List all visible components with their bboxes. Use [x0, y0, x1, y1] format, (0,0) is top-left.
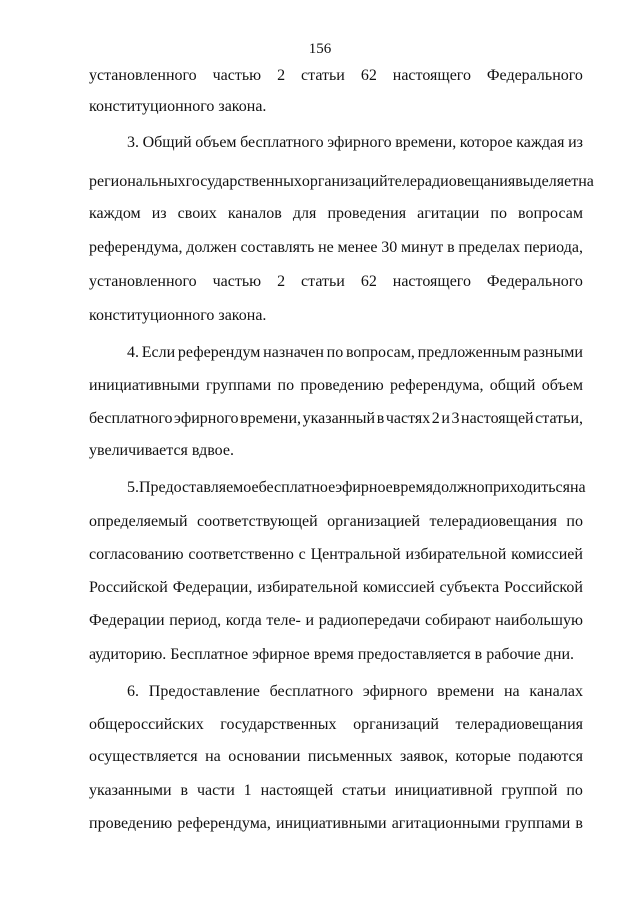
text-line: увеличивается вдвое.: [89, 442, 234, 459]
text-line: 6. Предоставление бесплатного эфирного времени на каналах: [127, 683, 583, 700]
text-line: установленного частью 2 статьи 62 настоящего Федерального: [89, 67, 583, 84]
text-line: общероссийских государственных организаций телерадиовещания: [89, 716, 583, 733]
text-line: Федерации период, когда теле- и радиопередачи собирают наибольшую: [89, 612, 583, 629]
text-line: конституционного закона.: [89, 98, 267, 115]
text-line: установленного частью 2 статьи 62 настоящего Федерального: [89, 273, 583, 290]
text-line: Российской Федерации, избирательной комиссией субъекта Российской: [89, 579, 583, 596]
text-line: 3. Общий объем бесплатного эфирного времени, которое каждая из: [127, 134, 583, 151]
text-line: 5. Предоставляемое бесплатное эфирное время должно приходиться на: [127, 479, 586, 496]
text-line: региональных государственных организаций телерадиовещания выделяет на: [89, 173, 594, 190]
text-line: проведению референдума, инициативными агитационными группами в: [89, 815, 583, 832]
text-line: определяемый соответствующей организацией телерадиовещания по: [89, 513, 583, 530]
text-line: инициативными группами по проведению референдума, общий объем: [89, 377, 583, 394]
text-line: согласованию соответственно с Центральной избирательной комиссией: [89, 546, 583, 563]
text-line: бесплатного эфирного времени, указанный в частях 2 и 3 настоящей статьи,: [89, 410, 583, 427]
text-line: каждом из своих каналов для проведения агитации по вопросам: [89, 205, 583, 222]
text-line: референдума, должен составлять не менее 30 минут в пределах периода,: [89, 239, 583, 256]
text-line: 4. Если референдум назначен по вопросам, предложенным разными: [127, 344, 583, 361]
page-number: 156: [308, 41, 332, 57]
text-line: конституционного закона.: [89, 307, 267, 324]
text-line: осуществляется на основании письменных заявок, которые подаются: [89, 748, 583, 765]
text-line: аудиторию. Бесплатное эфирное время предоставляется в рабочие дни.: [89, 646, 575, 663]
text-line: указанными в части 1 настоящей статьи инициативной группой по: [89, 782, 583, 799]
